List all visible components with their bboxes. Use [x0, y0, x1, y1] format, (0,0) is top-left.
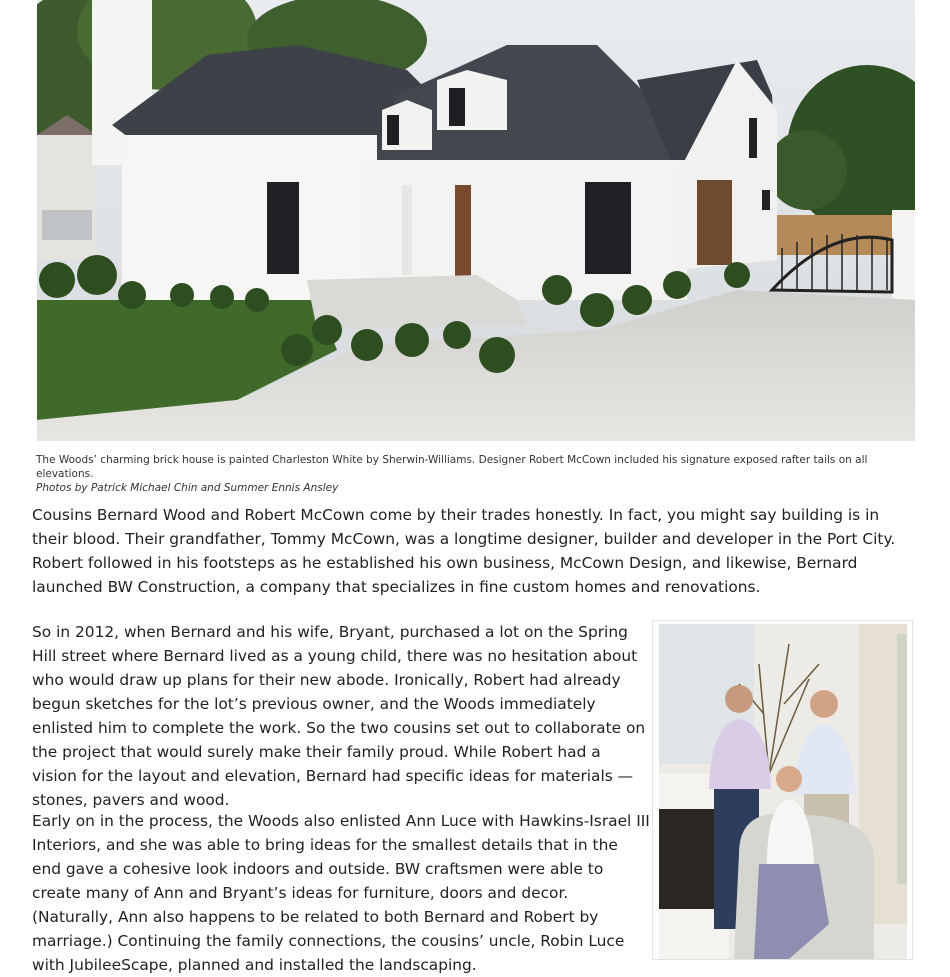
article-paragraph-3: Early on in the process, the Woods also enlisted Ann Luce with Hawkins-Israel III Interiors, and she was able to bring ideas for the smallest details that in the end gave a cohesive look indoors and outside. BW craftsmen were able to create many of Ann and Bryant’s ideas for furniture, doors and decor. (Naturally, Ann also happens to be related to both Bernard and Robert by marriage.) Continuing the family connections, the cousins’ uncle, Robin Luce with JubileeScape, planned and installed the landscaping.: [32, 812, 650, 974]
article-paragraph-2: So in 2012, when Bernard and his wife, Bryant, purchased a lot on the Spring Hill street where Bernard lived as a young child, there was no hesitation about who would draw up plans for their new abode. Ironically, Robert had already begun sketches for the lot’s previous owner, and the Woods immediately enlisted him to complete the work. So the two cousins set out to collaborate on the project that would surely make their family proud. While Robert had a vision for the layout and elevation, Bernard had specific ideas for materials — stones, pavers and wood.: [32, 623, 646, 809]
house-illustration: [37, 0, 915, 441]
caption-text: The Woods’ charming brick house is painted Charleston White by Sherwin-Williams. Designer Robert McCown included his signature exposed rafter tails on all elevations.: [36, 454, 868, 480]
hero-photo: [37, 0, 915, 441]
article-paragraph-1: Cousins Bernard Wood and Robert McCown come by their trades honestly. In fact, you might say building is in their blood. Their grandfather, Tommy McCown, was a longtime designer, builder and developer in the Port City. Robert followed in his footsteps as he established his own business, McCown Design, and likewise, Bernard launched BW Construction, a company that specializes in fine custom homes and renovations.: [32, 506, 896, 596]
portrait-photo-frame: [652, 620, 913, 960]
family-portrait-illustration: [659, 624, 907, 959]
photo-credit: Photos by Patrick Michael Chin and Summer Ennis Ansley: [36, 482, 339, 494]
photo-caption: [36, 453, 916, 495]
portrait-photo: [659, 624, 907, 959]
